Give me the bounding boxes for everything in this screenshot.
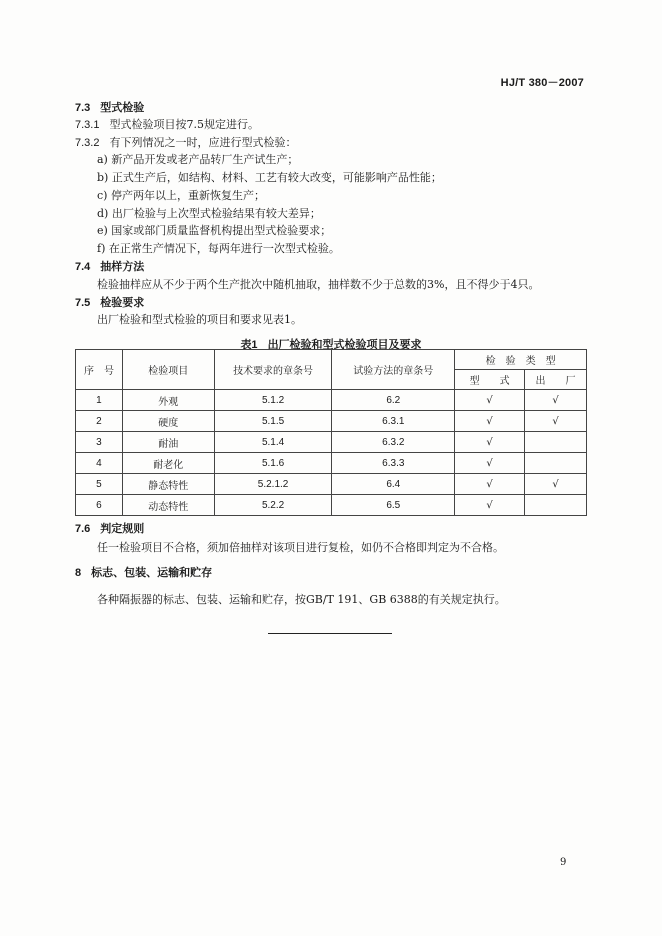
section-7-6-text: 任一检验项目不合格，须加倍抽样对该项目进行复检，如仍不合格即判定为不合格。 — [97, 541, 504, 554]
cell-type-check: √ — [455, 390, 525, 411]
header-type-test: 型 式 — [455, 370, 525, 390]
cell-factory-check: √ — [525, 474, 587, 495]
table-row — [76, 432, 587, 453]
section-title: 检验要求 — [100, 297, 145, 309]
cell-type-check: √ — [455, 453, 525, 474]
clause-number: 7.3.2 — [75, 137, 100, 149]
cell-item: 硬度 — [122, 411, 214, 432]
cell-seq: 5 — [76, 474, 123, 495]
clause-7-3-2 — [75, 136, 296, 150]
cell-method: 6.3.1 — [332, 411, 455, 432]
section-number: 7.4 — [75, 261, 91, 273]
cell-item: 动态特性 — [122, 495, 214, 516]
table-caption-title: 出厂检验和型式检验项目及要求 — [267, 339, 422, 351]
cell-seq: 2 — [76, 411, 123, 432]
cell-item: 静态特性 — [122, 474, 214, 495]
standard-code-header: HJ/T 380－2007 — [500, 77, 584, 89]
section-number: 7.6 — [75, 523, 91, 535]
cell-seq: 3 — [76, 432, 123, 453]
table-caption-number: 表1 — [240, 339, 258, 351]
list-item: b) 正式生产后，如结构、材料、工艺有较大改变，可能影响产品性能； — [97, 171, 442, 184]
cell-tech: 5.2.1.2 — [214, 474, 332, 495]
section-title: 标志、包装、运输和贮存 — [91, 567, 213, 579]
cell-type-check: √ — [455, 411, 525, 432]
page-number: 9 — [560, 857, 567, 868]
section-title: 判定规则 — [100, 523, 145, 535]
table-row — [76, 411, 587, 432]
cell-item: 外观 — [122, 390, 214, 411]
section-7-3-heading — [75, 101, 144, 115]
section-8-heading — [75, 566, 212, 580]
header-inspection-type: 检 验 类 型 — [455, 350, 587, 370]
clause-text: 型式检验项目按7.5规定进行。 — [109, 118, 259, 131]
section-number: 7.3 — [75, 102, 91, 114]
cell-seq: 4 — [76, 453, 123, 474]
header-method-clause: 试验方法的章条号 — [332, 350, 455, 390]
cell-method: 6.3.2 — [332, 432, 455, 453]
cell-method: 6.5 — [332, 495, 455, 516]
section-title: 型式检验 — [100, 102, 145, 114]
cell-seq: 6 — [76, 495, 123, 516]
cell-factory-check: √ — [525, 390, 587, 411]
section-number: 8 — [75, 567, 82, 579]
list-item: f) 在正常生产情况下，每两年进行一次型式检验。 — [97, 242, 340, 255]
section-7-4-text: 检验抽样应从不少于两个生产批次中随机抽取，抽样数不少于总数的3%，且不得少于4只。 — [97, 278, 540, 291]
cell-type-check: √ — [455, 432, 525, 453]
header-factory-test: 出 厂 — [525, 370, 587, 390]
section-7-5-text: 出厂检验和型式检验的项目和要求见表1。 — [97, 313, 302, 326]
cell-tech: 5.1.2 — [214, 390, 332, 411]
header-tech-clause: 技术要求的章条号 — [214, 350, 332, 390]
cell-factory-check — [525, 432, 587, 453]
header-item: 检验项目 — [122, 350, 214, 390]
clause-text: 有下列情况之一时，应进行型式检验： — [109, 136, 297, 149]
list-item: d) 出厂检验与上次型式检验结果有较大差异； — [97, 207, 321, 220]
section-7-5-heading — [75, 296, 144, 310]
section-number: 7.5 — [75, 297, 91, 309]
table-row — [76, 474, 587, 495]
end-rule-divider — [268, 633, 392, 634]
section-title: 抽样方法 — [100, 261, 145, 273]
cell-method: 6.4 — [332, 474, 455, 495]
header-seq: 序 号 — [76, 350, 123, 390]
cell-factory-check: √ — [525, 411, 587, 432]
cell-type-check: √ — [455, 495, 525, 516]
inspection-table — [75, 349, 587, 516]
cell-item: 耐老化 — [122, 453, 214, 474]
cell-method: 6.2 — [332, 390, 455, 411]
cell-type-check: √ — [455, 474, 525, 495]
table-row — [76, 453, 587, 474]
cell-method: 6.3.3 — [332, 453, 455, 474]
section-7-6-heading — [75, 522, 144, 536]
cell-tech: 5.2.2 — [214, 495, 332, 516]
section-8-text: 各种隔振器的标志、包装、运输和贮存，按GB/T 191、GB 6388的有关规定执行。 — [97, 593, 506, 606]
list-item: e) 国家或部门质量监督机构提出型式检验要求； — [97, 224, 332, 237]
clause-7-3-1 — [75, 118, 259, 132]
list-item: c) 停产两年以上，重新恢复生产； — [97, 189, 265, 202]
cell-tech: 5.1.4 — [214, 432, 332, 453]
table-row — [76, 495, 587, 516]
cell-item: 耐油 — [122, 432, 214, 453]
cell-tech: 5.1.5 — [214, 411, 332, 432]
cell-factory-check — [525, 453, 587, 474]
cell-seq: 1 — [76, 390, 123, 411]
section-7-4-heading — [75, 260, 144, 274]
list-item: a) 新产品开发或老产品转厂生产试生产； — [97, 153, 299, 166]
cell-tech: 5.1.6 — [214, 453, 332, 474]
cell-factory-check — [525, 495, 587, 516]
table-row — [76, 390, 587, 411]
clause-number: 7.3.1 — [75, 119, 100, 131]
